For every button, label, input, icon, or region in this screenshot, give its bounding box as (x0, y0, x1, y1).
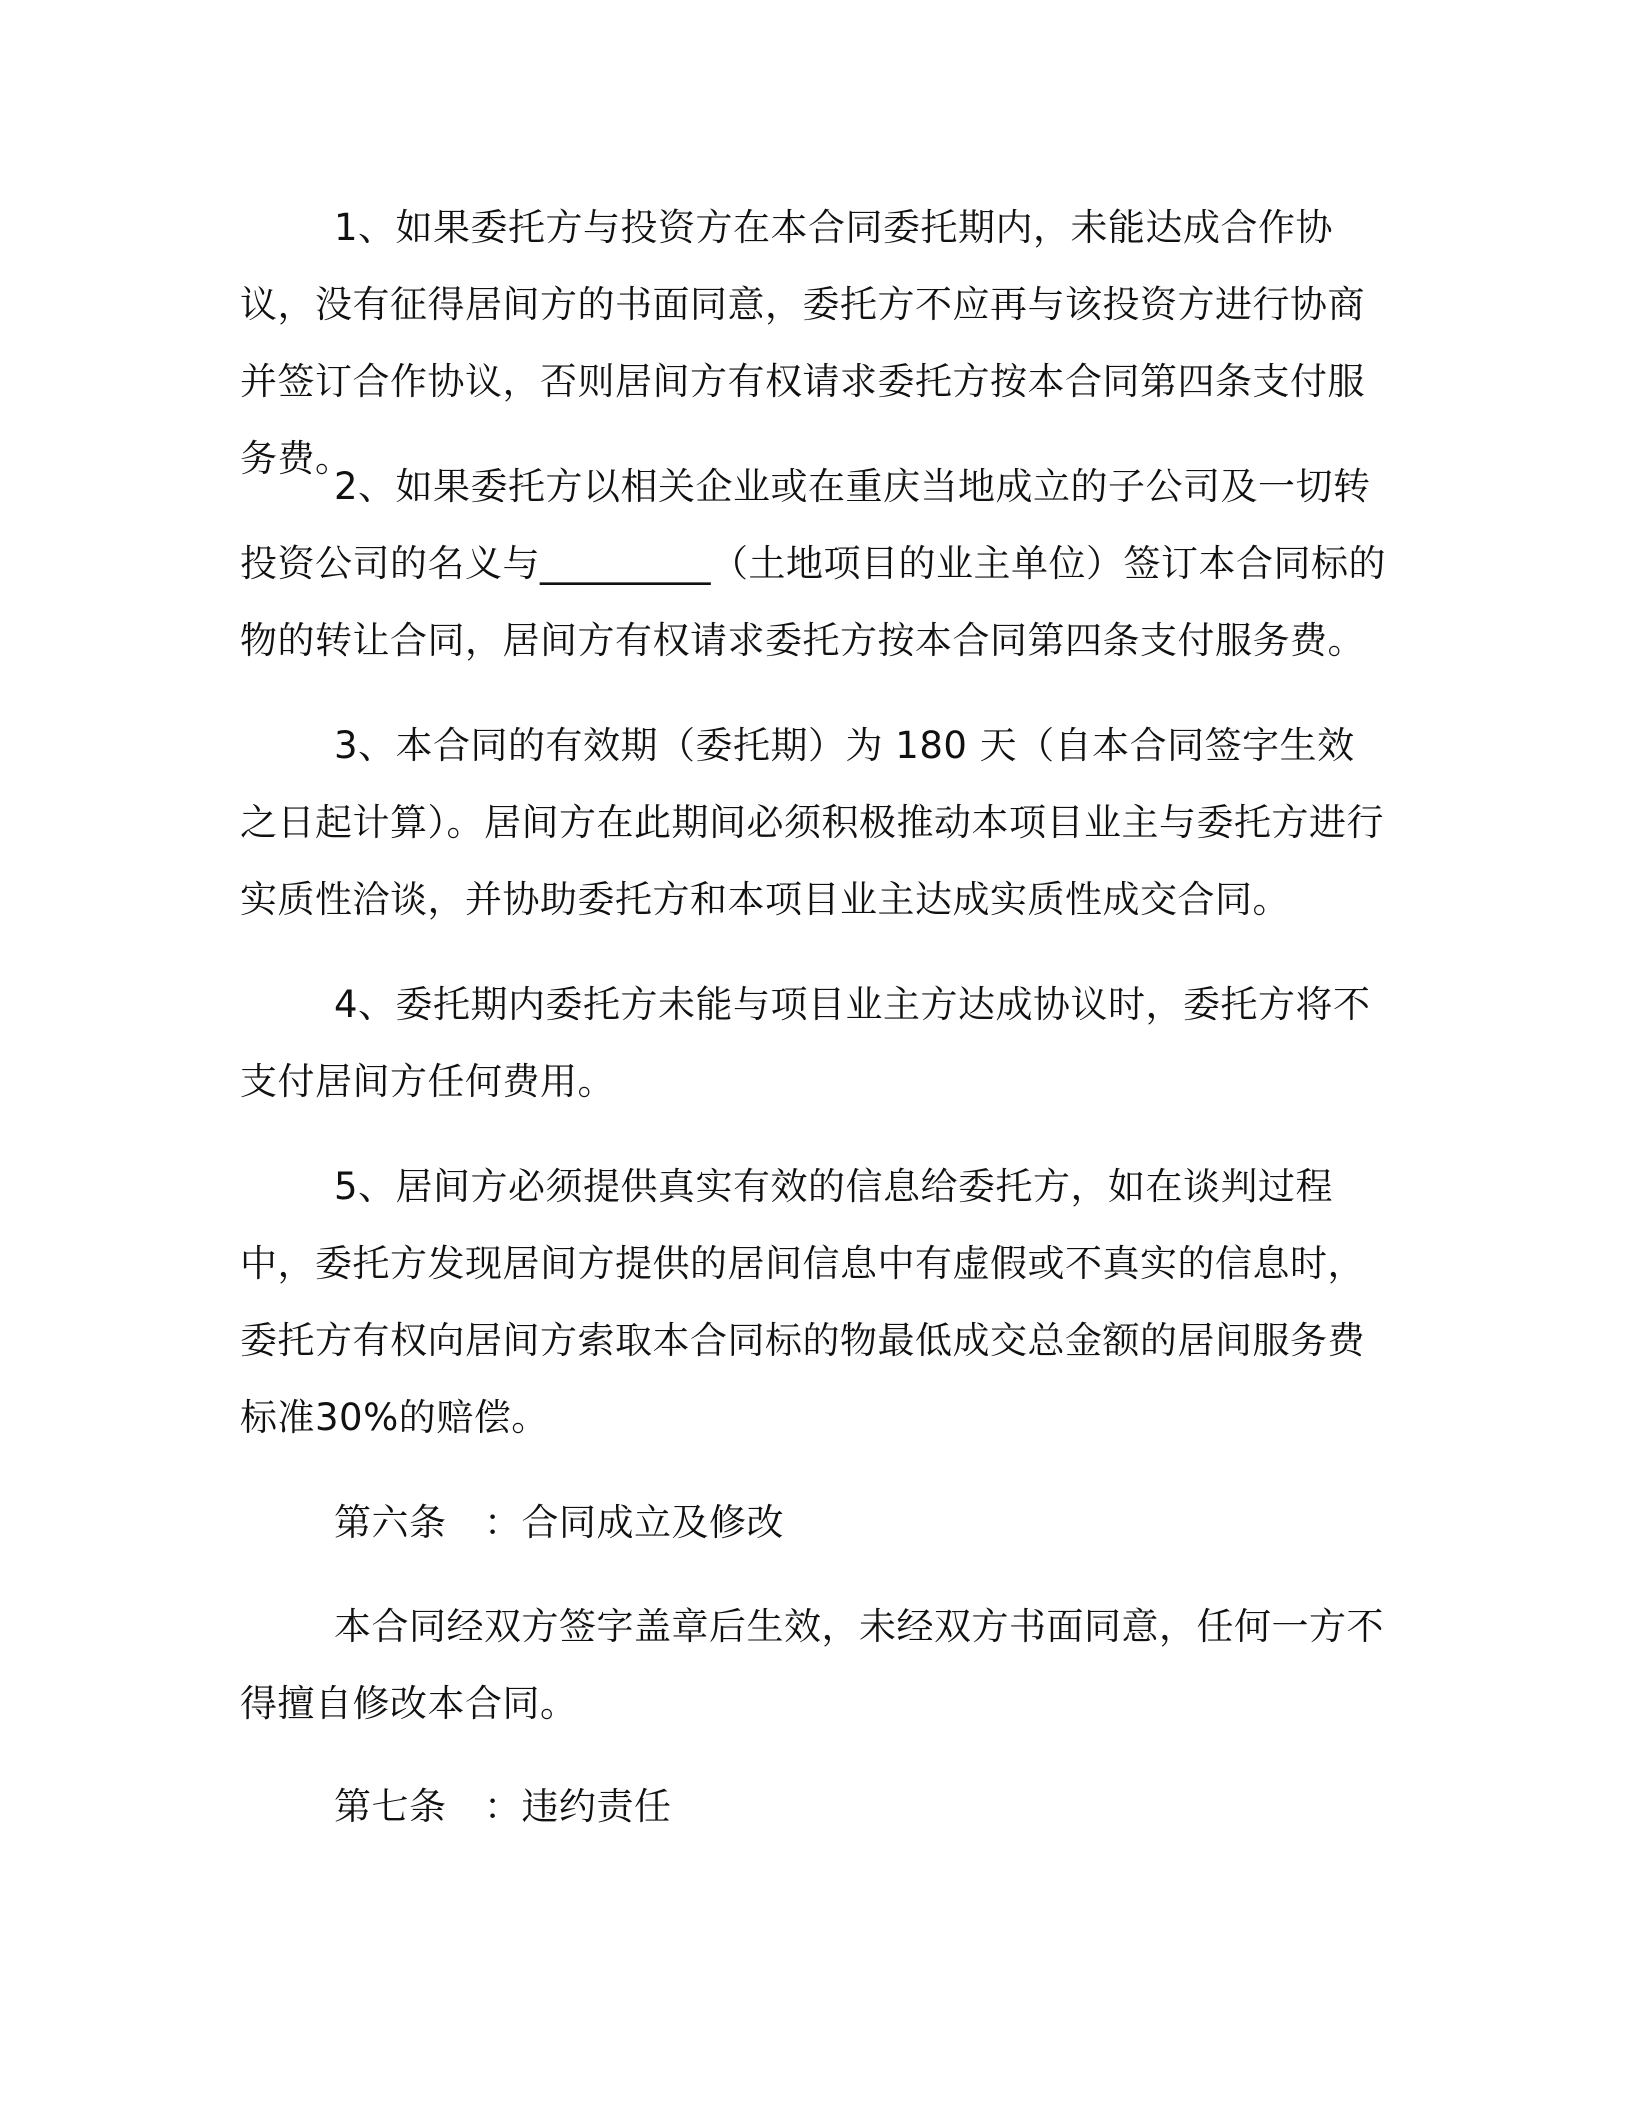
clause-3-paragraph: 3、本合同的有效期（委托期）为 180 天（自本合同签字生效之日起计算）。居间方在此期间必须积极推动本项目业主与委托方进行实质性洽谈，并协助委托方和本项目业主达成实质性成交合同。 (240, 724, 1384, 921)
clause-2-paragraph: 2、如果委托方以相关企业或在重庆当地成立的子公司及一切转投资公司的名义与_________（土地项目的业主单位）签订本合同标的物的转让合同，居间方有权请求委托方按本合同第四条支付服务费。 (240, 465, 1386, 662)
article-7-heading: 第七条 ：违约责任 (334, 1785, 672, 1828)
article-6-body: 本合同经双方签字盖章后生效，未经双方书面同意，任何一方不得擅自修改本合同。 (240, 1605, 1384, 1725)
clause-5-paragraph: 5、居间方必须提供真实有效的信息给委托方，如在谈判过程中，委托方发现居间方提供的居间信息中有虚假或不真实的信息时，委托方有权向居间方索取本合同标的物最低成交总金额的居间服务费标准30%的赔偿。 (240, 1165, 1365, 1439)
clause-1-paragraph: 1、如果委托方与投资方在本合同委托期内，未能达成合作协议，没有征得居间方的书面同意，委托方不应再与该投资方进行协商并签订合作协议，否则居间方有权请求委托方按本合同第四条支付服务费。 (240, 206, 1365, 480)
article-6-heading: 第六条 ：合同成立及修改 (334, 1501, 784, 1544)
clause-4-paragraph: 4、委托期内委托方未能与项目业主方达成协议时，委托方将不支付居间方任何费用。 (240, 983, 1371, 1103)
